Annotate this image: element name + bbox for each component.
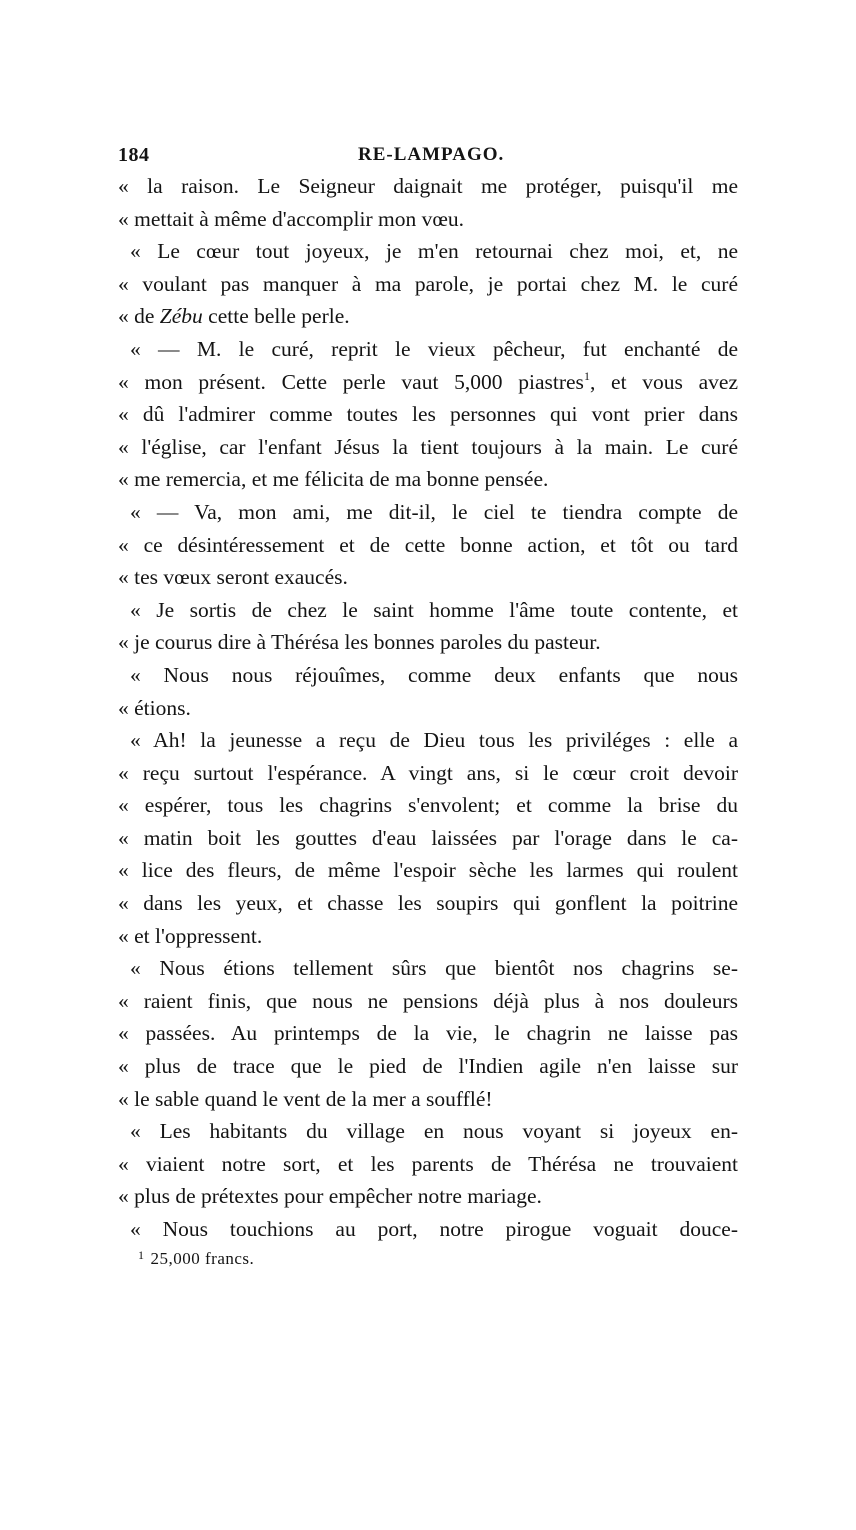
text-line: « plus de prétextes pour empêcher notre mariage. (118, 1184, 542, 1209)
text-line: « reçu surtout l'espérance. A vingt ans, si le cœur croit devoir (118, 760, 738, 785)
text-line: « raient finis, que nous ne pensions déjà plus à nos douleurs (118, 988, 738, 1013)
footnote-text: 25,000 francs. (150, 1249, 255, 1268)
text-line: « Nous nous réjouîmes, comme deux enfants que nous (130, 662, 738, 687)
text-line: « ce désintéressement et de cette bonne action, et tôt ou tard (118, 532, 738, 557)
text-line: « passées. Au printemps de la vie, le chagrin ne laisse pas (118, 1021, 738, 1046)
footnote-marker: 1 (138, 1248, 145, 1262)
text-line: « le sable quand le vent de la mer a soufflé! (118, 1086, 493, 1111)
text-line: « Les habitants du village en nous voyant si joyeux en- (130, 1119, 738, 1144)
text-line: « Je sortis de chez le saint homme l'âme toute contente, et (130, 597, 738, 622)
line-prefix: « de (118, 304, 160, 329)
text-line: « — Va, mon ami, me dit-il, le ciel te tiendra compte de (130, 499, 738, 524)
text-line: « lice des fleurs, de même l'espoir sèche les larmes qui roulent (118, 858, 738, 883)
line-suffix: , et vous avez (589, 369, 739, 394)
text-line: « et l'oppressent. (118, 923, 263, 948)
page-number: 184 (118, 144, 150, 166)
text-line: « je courus dire à Thérésa les bonnes paroles du pasteur. (118, 630, 601, 655)
text-line: « la raison. Le Seigneur daignait me protéger, puisqu'il me (118, 174, 738, 198)
body-text (118, 170, 738, 1246)
text-line: « voulant pas manquer à ma parole, je portai chez M. le curé (118, 271, 738, 296)
footnote (138, 1248, 254, 1269)
line-suffix: cette belle perle. (202, 304, 350, 329)
page-header (118, 144, 738, 170)
text-line: « Nous touchions au port, notre pirogue voguait douce- (130, 1217, 738, 1241)
text-line: « — M. le curé, reprit le vieux pêcheur, fut enchanté de (130, 336, 738, 361)
text-line: « matin boit les gouttes d'eau laissées par l'orage dans le ca- (118, 825, 738, 850)
text-line-with-italic (118, 300, 738, 333)
text-line: « dans les yeux, et chasse les soupirs qui gonflent la poitrine (118, 891, 738, 916)
running-title: RE-LAMPAGO. (358, 144, 505, 165)
text-line: « Le cœur tout joyeux, je m'en retournai chez moi, et, ne (130, 239, 738, 264)
italic-place-name: Zébu (159, 304, 203, 329)
text-line: « tes vœux seront exaucés. (118, 565, 348, 590)
text-line: « plus de trace que le pied de l'Indien agile n'en laisse sur (118, 1054, 738, 1079)
text-line: « l'église, car l'enfant Jésus la tient toujours à la main. Le curé (118, 434, 738, 459)
text-line: « dû l'admirer comme toutes les personnes qui vont prier dans (118, 402, 738, 427)
text-line: « me remercia, et me félicita de ma bonne pensée. (118, 467, 549, 492)
line-prefix: « mon présent. Cette perle vaut 5,000 piastres (118, 369, 584, 394)
text-line: « espérer, tous les chagrins s'envolent; et comme la brise du (118, 793, 738, 818)
text-line: « étions. (118, 695, 191, 720)
text-line: « Nous étions tellement sûrs que bientôt nos chagrins se- (130, 956, 738, 981)
text-line: « mettait à même d'accomplir mon vœu. (118, 206, 464, 231)
footnote-reference: 1 (583, 368, 590, 383)
text-line: « Ah! la jeunesse a reçu de Dieu tous les priviléges : elle a (130, 728, 738, 753)
text-line-with-footnote-ref (118, 366, 738, 399)
text-line: « viaient notre sort, et les parents de Thérésa ne trouvaient (118, 1151, 738, 1176)
